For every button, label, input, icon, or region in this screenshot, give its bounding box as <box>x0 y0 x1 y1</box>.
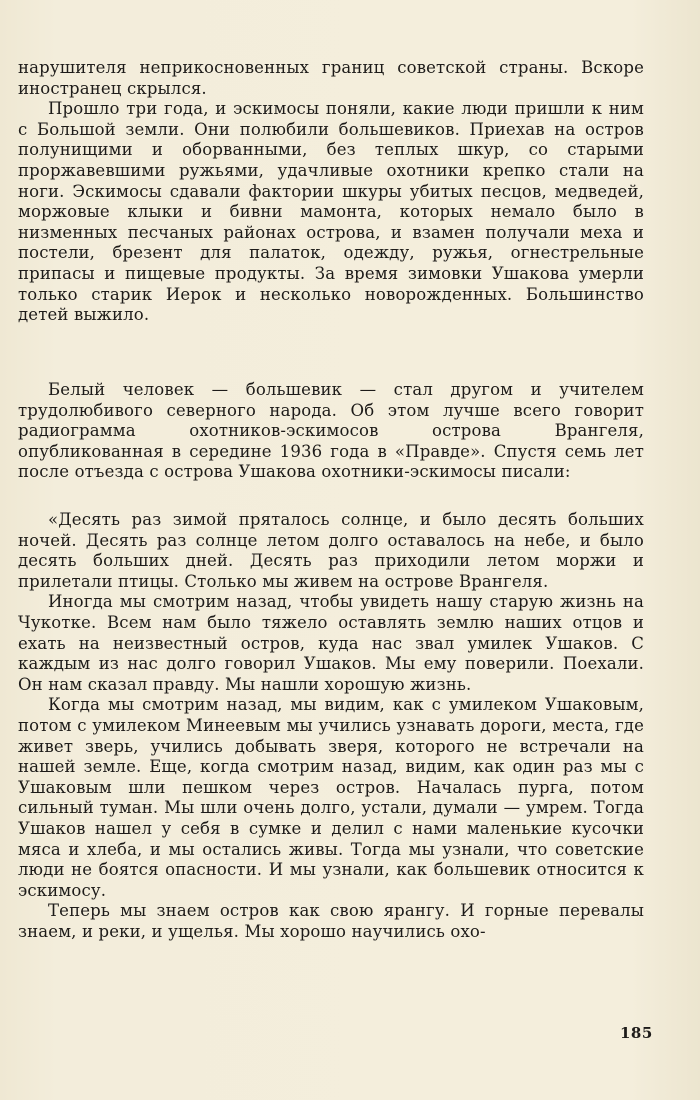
page-number: 185 <box>620 1024 653 1042</box>
paragraph: «Десять раз зимой пряталось солнце, и было десять больших ночей. Десять раз солнце летом долго оставалось на небе, и было десять больших дней. Десять раз приходили летом моржи и прилетали птицы. Столько мы живем на острове Врангеля. <box>18 510 644 591</box>
paragraph: Иногда мы смотрим назад, чтобы увидеть нашу старую жизнь на Чукотке. Всем нам было тяжело оставлять землю наших отцов и ехать на неизвестный остров, куда нас звал умилек Ушаков. С каждым из нас долго говорил Ушаков. Мы ему поверили. Поехали. Он нам сказал правду. Мы нашли хорошую жизнь. <box>18 592 644 694</box>
paragraph: Белый человек — большевик — стал другом и учителем трудолюбивого северного народа. Об этом лучше всего говорит радиограмма охотников-эскимосов острова Врангеля, опубликованная в середине 1936 года в «Правде». Спустя семь лет после отъезда с острова Ушакова охотники-эскимосы писали: <box>18 380 644 482</box>
section-1 <box>18 58 644 326</box>
paragraph: Когда мы смотрим назад, мы видим, как с умилеком Ушаковым, потом с умилеком Минеевым мы учились узнавать дороги, места, где живет зверь, учились добывать зверя, которого не встречали на нашей земле. Еще, когда смотрим назад, видим, как один раз мы с Ушаковым шли пешком через остров. Началась пурга, потом сильный туман. Мы шли очень долго, устали, думали — умрем. Тогда Ушаков нашел у себя в сумке и делил с нами маленькие кусочки мяса и хлеба, и мы остались живы. Тогда мы узнали, что советские люди не боятся опасности. И мы узнали, как большевик относится к эскимосу. <box>18 695 644 900</box>
paragraph: Теперь мы знаем остров как свою ярангу. И горные перевалы знаем, и реки, и ущелья. Мы хорошо научились охо- <box>18 901 644 941</box>
section-2 <box>18 380 644 483</box>
radiogram-letter <box>18 510 644 942</box>
paragraph: нарушителя неприкосновенных границ советской страны. Вскоре иностранец скрылся. <box>18 58 644 98</box>
paragraph: Прошло три года, и эскимосы поняли, какие люди пришли к ним с Большой земли. Они полюбили большевиков. Приехав на остров полунищими и оборванными, без теплых шкур, со старыми проржавевшими ружьями, удачливые охотники крепко стали на ноги. Эскимосы сдавали фактории шкуры убитых песцов, медведей, моржовые клыки и бивни мамонта, которых немало было в низменных песчаных районах острова, и взамен получали меха и постели, брезент для палаток, одежду, ружья, огнестрельные припасы и пищевые продукты. За время зимовки Ушакова умерли только старик Иерок и несколько новорожденных. Большинство детей выжило. <box>18 99 644 325</box>
